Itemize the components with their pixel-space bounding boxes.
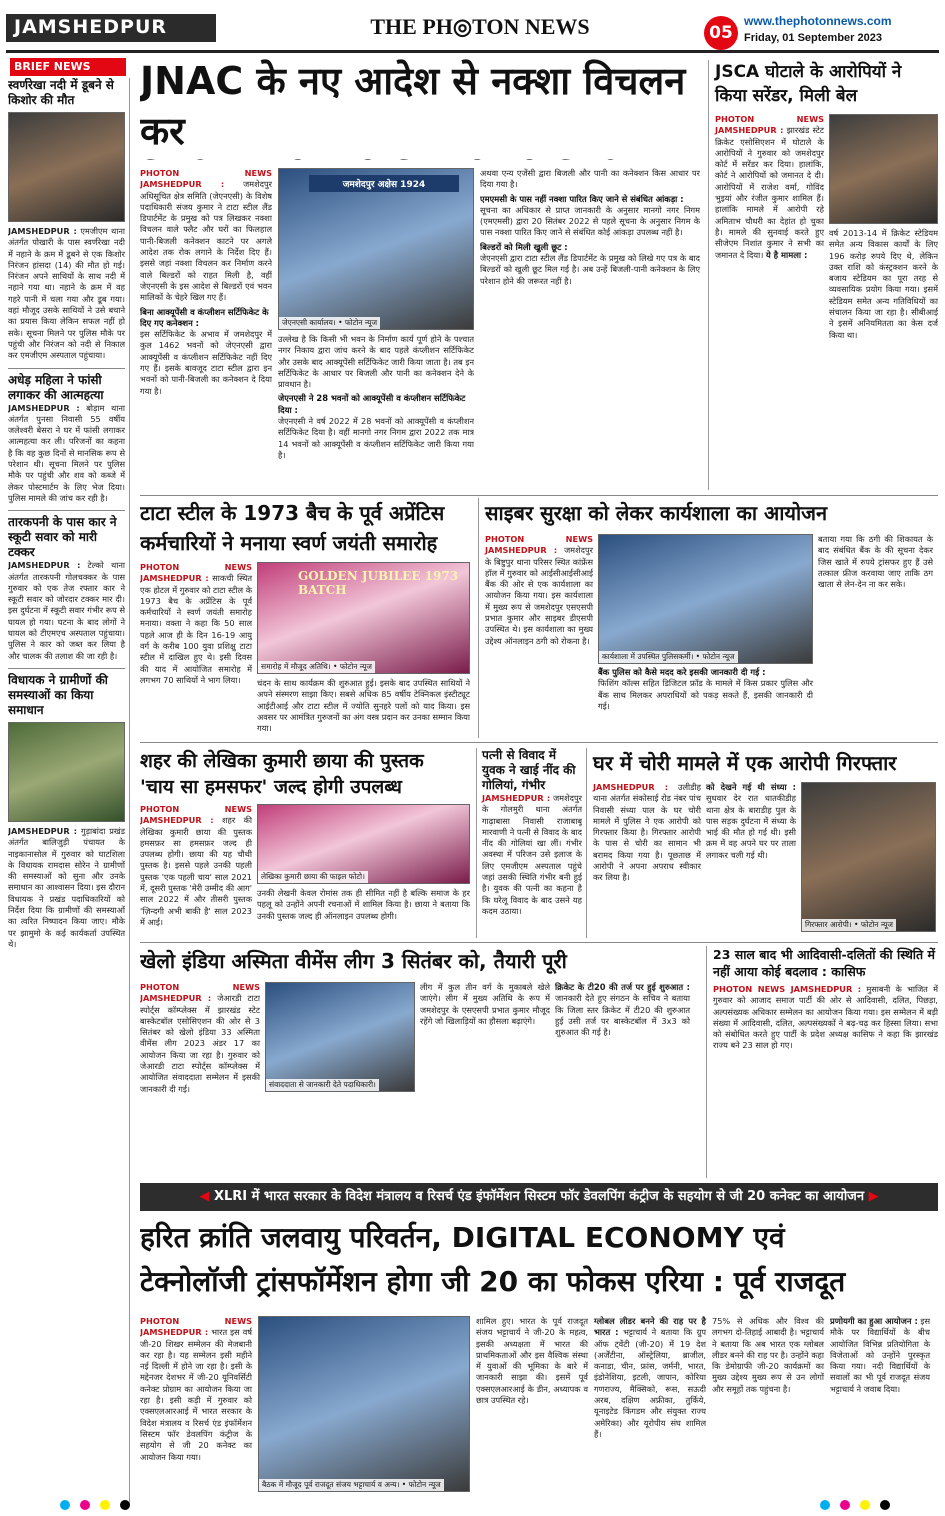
- registration-dot: [820, 1500, 830, 1510]
- g20-headline: हरित क्रांति जलवायु परिवर्तन, DIGITAL ECONOMY एवं टेक्नोलॉजी ट्रांसफॉर्मेशन होगा जी 20 का फोकस एरिया : पूर्व राजदूत: [140, 1221, 846, 1298]
- jsca-story: JSCA घोटाले के आरोपियों ने किया सरेंडर, मिली बेल PHOTON NEWS JAMSHEDPUR : झारखंड स्टेट क्रिकेट एसोसिएशन में घोटाले के आरोपियों ने गुरुवार को जमशेदपुर कोर्ट में सरेंडर कर दिया। हालांकि, कोर्ट ने आरोपियों को जमानत दे दी। आरोपियों में राजेश वर्मा, गोविंद भुइयां और रंजीत कुमार शामिल हैं। हालांकि मामले में आरोपी रहे अमिताभ चौधरी का देहांत हो चुका है। मामले की सुनवाई करते हुए सीजेएम निशांत कुमार ने सभी का जमानत दे दिया। ये है मामला : वर्ष 2013-14 में क्रिकेट स्टेडियम समेत अन्य विकास कार्यों के लिए 196 करोड़ रुपये दिए थे, लेकिन उक्त राशि को कंस्ट्रक्शन करने के बजाय स्टेडियम का पूरा तरह से व्यवसायिक प्रयोग किया गया। इसमें स्टेडियम समेत अन्य गतिविधियों का संचालन किया जा रहा है। सीबीआई ने इसमें अनियमितता का केस दर्ज किया था।: [708, 60, 938, 490]
- cyber-workshop-story: साइबर सुरक्षा को लेकर कार्यशाला का आयोजन PHOTON NEWS JAMSHEDPUR : जमशेदपुर के बिष्टुपुर थाना परिसर स्थित कांफ्रेंस हॉल में गुरुवार को आईसीआईसीआई बैंक की ओर से एक कार्यशाला का आयोजन किया गया। इस कार्यशाला में मुख्य रूप से जमशेदपुर एसएसपी प्रभात कुमार और साइबर डीएसपी उपस्थित थे। इस कार्यशाला का मुख्य उद्देश्य ऑनलाइन ठगी को रोकना है। कार्यशाला में उपस्थित पुलिसकर्मी। • फोटोन न्यूज बैंक पुलिस को कैसे मदद करे इसकी जानकारी दी गई : फिशिंग कॉल्स सहित डिजिटल फ्रॉड के मामले में किस प्रकार पुलिस और बैंक साथ मिलकर अपराधियों को पकड़ सकते हैं, इसकी जानकारी दी गई। बताया गया कि ठगी की शिकायत के बाद संबंधित बैंक के की सूचना देकर जिस खाते में रुपये ट्रांसफर हुए हैं उसे तत्काल फ्रीज करवाया जाए ताकि ठग खाता से लेन-देन ना कर सके।: [478, 498, 938, 738]
- jsca-headline: JSCA घोटाले के आरोपियों ने किया सरेंडर, मिली बेल: [715, 62, 902, 106]
- brief-headline: तारकपनी के पास कार ने स्कूटी सवार को मारी टक्कर: [8, 515, 117, 560]
- brief-headline: स्वर्णरेखा नदी में डूबने से किशोर की मौत: [8, 78, 114, 107]
- arrow-icon: ◀: [199, 1189, 214, 1204]
- author-book-story: शहर की लेखिका कुमारी छाया की पुस्तक 'चाय सा हमसफर' जल्द होगी उपलब्ध PHOTON NEWS JAMSHEDPUR : शहर की लेखिका कुमारी छाया की पुस्तक हमसफ़र सा हमसफ़र जल्द ही उपलब्ध होगी। छाया की यह चौथी पुस्तक है। इससे पहले उनकी पहली पुस्तक 'एक पहली चाय' साल 2021 में, दूसरी पुस्तक 'मेरी उम्मीद की आग' साल 2022 में और तीसरी पुस्तक 'ज़िन्दगी अभी बाकी है' साल 2023 में आई। लेखिका कुमारी छाया की फाइल फोटो। उनकी लेखनी केवल रोमांस तक ही सीमित नहीं है बल्कि समाज के हर पहलू को उन्होंने अपनी रचनाओं में शामिल किया है। छाया ने बताया कि उनकी पुस्तक जल्द ही ऑनलाइन उपलब्ध होगी।: [140, 750, 470, 927]
- brief-text: JAMSHEDPUR : एमजीएम थाना अंतर्गत पोखारी के पास स्वर्णरेखा नदी में नहाने के क्रम में डूबने से एक किशोर निरंजन हांसदा (14) की मौत हो गई। निरंजन अपने साथियों के साथ नदी में नहाने गया था। नहाने के क्रम में वह गहरे पानी में चला गया और डूब गया। वहां मौजूद उसके साथियों ने उसे बचाने का प्रयास किया लेकिन सफल नहीं हो सके। सूचना मिलने पर पुलिस मौके पर पहुंची और निरंजन को नदी से निकाल कर एमजीएम अस्पताल पहुंचाया।: [8, 226, 125, 361]
- website-url[interactable]: www.thephotonnews.com: [744, 14, 892, 28]
- registration-dot: [860, 1500, 870, 1510]
- registration-dot: [60, 1500, 70, 1510]
- g20-event-banner: ◀ XLRI में भारत सरकार के विदेश मंत्रालय व रिसर्च एंड इंफॉर्मेशन सिस्टम फॉर डेवलपिंग कंट्रीज के सहयोग से जी 20 कनेक्ट का आयोजन ▶: [140, 1183, 938, 1211]
- issue-date: Friday, 01 September 2023: [744, 32, 882, 44]
- registration-dot: [880, 1500, 890, 1510]
- page-number-badge: 05: [704, 16, 738, 50]
- city-label: JAMSHEDPUR: [6, 14, 216, 42]
- golden-jubilee-story: टाटा स्टील के 1973 बैच के पूर्व अप्रेंटिस कर्मचारियों ने मनाया स्वर्ण जयंती समारोह PHOTON NEWS JAMSHEDPUR : साकची स्थित एक होटल में गुरुवार को टाटा स्टील के 1973 बैच के अप्रेंटिस के पूर्व कर्मचारियों ने स्वर्ण जयंती समारोह मनाया। वक्ता ने कहा कि 50 साल पहले आज ही के दिन 16-19 आयु वर्ग के करीब 100 युवा प्रशिक्षु टाटा स्टील में दाखिल हुए थे। इसी दिवस की याद में आयोजित समारोह में लगभग 70 साथियों ने भाग लिया। GOLDEN JUBILEE 1973 BATCH समारोह में मौजूद अतिथि। • फोटोन न्यूज चंदन के साथ कार्यक्रम की शुरुआत हुई। इसके बाद उपस्थित साथियों ने अपने संस्मरण साझा किए। सबसे अधिक 85 वर्षीय टेक्निकल इंस्टीट्यूट आईटीआई और टाटा स्टील में ज्योति सुनहरे पलों को याद किया। इस अवसर पर आमंत्रित गुरुजनों का अंग वस्त्र प्रदान कर उनका सम्मान किया गया।: [140, 501, 470, 734]
- gavel-photo: [829, 114, 938, 224]
- khelo-india-story: खेलो इंडिया अस्मिता वीमेंस लीग 3 सितंबर को, तैयारी पूरी PHOTON NEWS JAMSHEDPUR : जेआरडी टाटा स्पोर्ट्स कॉम्प्लेक्स में झारखंड स्टेट बास्केटबॉल एसोसिएशन की ओर से 3 सितंबर को खेलो इंडिया 33 अस्मिता वीमेंस लीग 2023 अंडर 17 का आयोजन किया जा रहा है। गुरुवार को जेआरडी टाटा स्पोर्ट्स कॉम्प्लेक्स में आयोजित संवाददाता सम्मेलन में इसकी जानकारी दी गई। संवाददाता से जानकारी देते पदाधिकारी। लीग में कुल तीन वर्ग के मुकाबले खेले जाएंगे। लीग में मुख्य अतिथि के रूप में जमशेदपुर के एसएसपी प्रभात कुमार मौजूद रहेंगे जो खिलाड़ियों का हौसला बढ़ाएंगे। क्रिकेट के टी20 की तर्ज पर हुई शुरुआत : जानकारी देते हुए संगठन के सचिव ने बताया कि जिला स्तर क्रिकेट में टी20 की शुरुआत हुई उसी तर्ज पर बास्केटबॉल में 3x3 को शुरुआत की गई है।: [140, 949, 690, 1094]
- newspaper-logo: THE PH◎TON NEWS: [370, 14, 590, 39]
- lead-col-1: PHOTON NEWS JAMSHEDPUR : जमशेदपुर अधिसूचित क्षेत्र समिति (जेएनएसी) के विशेष पदाधिकारी संजय कुमार ने टाटा स्टील लैंड डिपार्टमेंट के प्रमुख को पत्र लिखकर नक्शा विचलन वाले फ्लैट और घरों का फिलहाल पानी-बिजली कनेक्शन काटने पर अगले आदेश तक रोक लगाने के निर्देश दिए हैं। इससे जहां नक्शा विचलन कर निर्माण करने वाले बिल्डरों को राहत मिली है, वहीं जेएनएसी के इस आदेश से बिल्डरों एवं भवन मालिकों के चेहरे खिल गए हैं। बिना आक्यूपेंसी व कंप्लीशन सर्टिफिकेट के दिए गए कनेक्शन : इस सर्टिफिकेट के अभाव में जमशेदपुर में कुल 1462 भवनों को जेएनएसी द्वारा आक्यूपेंसी व कंप्लीशन सर्टिफिकेट नहीं दिए गए हैं। इसके बावजूद टाटा स्टील द्वारा इन भवनों को पानी-बिजली का कनेक्शन दे दिया गया है।: [140, 168, 272, 396]
- lead-col-3: अथवा एन्य एजेंसी द्वारा बिजली और पानी का कनेक्शन किस आधार पर दिया गया है। एमएमसी के पास नहीं नक्शा पारित किए जाने से संबंधित आंकड़ा : सूचना का अधिकार से प्राप्त जानकारी के अनुसार मानगो नगर निगम (एमएमसी) द्वारा 20 सितंबर 2022 से पहले सूचना के अनुसार निगम के पास नक्शा पारित किए जाने से संबंधित कोई आंकड़ा उपलब्ध नहीं है। बिल्डरों को मिली खुली छूट : जेएनएसी द्वारा टाटा स्टील लैंड डिपार्टमेंट के प्रमुख को लिखे गए पत्र के बाद बिल्डरों को खुली छूट मिल गई है। अब उन्हें बिजली-पानी कनेक्शन के लिए परेशान होने की जरूरत नहीं है।: [480, 168, 700, 286]
- tribal-rights-story: 23 साल बाद भी आदिवासी-दलितों की स्थिति में नहीं आया कोई बदलाव : कासिफ PHOTON NEWS JAMSHEDPUR : मुसाबनी के भाजित में गुरुवार को आजाद समाज पार्टी की ओर से आदिवासी, दलित, पिछड़ा, अल्पसंख्यक अधिकार सम्मेलन का आयोजन किया गया। इस सम्मेलन में बड़ी संख्या में आदिवासी, दलित, अल्पसंख्यकों ने बढ़-चढ़ कर हिस्सा लिया। सभा को संबोधित करते हुए पार्टी के प्रदेश अध्यक्ष कासिफ ने कहा कि झारखंड राज्य बने 23 साल हो गए।: [706, 946, 938, 1178]
- brief-text: JAMSHEDPUR : गुड़ाबांदा प्रखंड अंतर्गत बालिजुड़ी पंचायत के नाइकानासोल में गुरुवार को घाटशिला के विधायक रामदास सोरेन ने ग्रामीणों की समस्याओं को सुना और उनके समाधान का आश्वासन दिया। इस दौरान विधायक ने प्रखंड पदाधिकारियों को निर्देश दिया कि ग्रामीणों की समस्याओं का त्वरित निष्पादन किया जाए। मौके पर झामुमो के कई कार्यकर्ता उपस्थित थे।: [8, 825, 126, 949]
- brief-text: JAMSHEDPUR : टेल्को थाना अंतर्गत तारकपनी गोलचक्कर के पास गुरुवार को एक तेज रफ्तार कार ने स्कूटी सवार को जोरदार टक्कर मार दी। इस दुर्घटना में स्कूटी सवार गंभीर रूप से घायल हो गया। घटना के बाद लोगों ने घायल को टीएमएच अस्पताल पहुंचाया। पुलिस ने कार को जब्त कर लिया है और चालक की तलाश की जा रही है।: [8, 560, 125, 661]
- lead-col-2: उल्लेख है कि किसी भी भवन के निर्माण कार्य पूर्ण होने के पश्चात नगर निकाय द्वारा जांच करने के बाद पहले कंप्लीशन सर्टिफिकेट और उसके बाद आक्यूपेंसी सर्टिफिकेट जारी किया जाता है। तब इन सर्टिफिकेट के आधार पर बिजली और पानी का कनेक्शन देने के प्रावधान है। जेएनएसी ने 28 भवनों को आक्यूपेंसी व कंप्लीशन सर्टिफिकेट दिया : जेएनएसी ने वर्ष 2022 में 28 भवनों को आक्यूपेंसी व कंप्लीशन सर्टिफिकेट दिया है। वहीं मानगो नगर निगम द्वारा 2022 तक मात्र 14 भवनों को आक्यूपेंसी व कंप्लीशन सर्टिफिकेट जारी किया गया है।: [278, 334, 474, 460]
- brief-photo-boy: [8, 112, 125, 222]
- arrow-icon: ▶: [864, 1189, 879, 1204]
- registration-dot: [100, 1500, 110, 1510]
- brief-news-tag: BRIEF NEWS: [10, 58, 126, 76]
- brief-text: JAMSHEDPUR : बोड़ाम थाना अंतर्गत पुनसा निवासी 55 वर्षीय जलेश्वरी बेसरा ने घर में फांसी लगाकर आत्महत्या कर ली। परिजनों का कहना है कि वह कुछ दिनों से मानसिक रूप से परेशान थी। सूचना मिलने पर पुलिस मौके पर पहुंची और शव को कब्जे में लेकर पोस्टमार्टम के लिए भेज दिया। पुलिस मामले की जांच कर रही है।: [8, 402, 126, 503]
- sleeping-pills-story: पत्नी से विवाद में युवक ने खाई नींद की गोलियां, गंभीर JAMSHEDPUR : जमशेदपुर के गोलमुरी थाना अंतर्गत गाढ़ाबासा निवासी राजाबाबू मारवाणी ने पत्नी से विवाद के बाद नींद की गोलियां खा लीं। गंभीर अवस्था में परिजन उसे इलाज के लिए एमजीएम अस्पताल पहुंचे जहां उसकी स्थिति गंभीर बनी हुई है। युवक की पत्नी का कहना है कि घरेलू विवाद के बाद उसने यह कदम उठाया।: [476, 748, 582, 938]
- masthead-rule: [6, 50, 939, 53]
- author-photo: लेखिका कुमारी छाया की फाइल फोटो।: [257, 804, 470, 884]
- khelo-press-photo: संवाददाता से जानकारी देते पदाधिकारी।: [265, 982, 415, 1092]
- lead-headline: JNAC के नए आदेश से नक्शा विचलन कर: [140, 59, 686, 153]
- brief-photo-meeting: [8, 722, 125, 822]
- registration-dot: [120, 1500, 130, 1510]
- golden-jubilee-photo: GOLDEN JUBILEE 1973 BATCH समारोह में मौजूद अतिथि। • फोटोन न्यूज: [257, 562, 470, 674]
- arrested-accused-photo: गिरफ्तार आरोपी। • फोटोन न्यूज: [801, 782, 936, 932]
- theft-arrest-story: घर में चोरी मामले में एक आरोपी गिरफ्तार JAMSHEDPUR : उलीडीह थाना अंतर्गत संकोसाई रोड नंबर पांच निवासी संध्या पाल के घर चोरी मामले में पुलिस ने एक आरोपी को गिरफ्तार किया है। गिरफ्तार आरोपी के पास से चोरी का सामान भी बरामद किया गया है। पूछताछ में आरोपी ने अपना अपराध स्वीकार कर लिया है। को देखने गई थी संध्या : सुधवार देर रात धातकीडीह थाना क्षेत्र के बाराडीह पुल के पास सड़क दुर्घटना में संध्या के भाई की मौत हो गई थी। इसी क्रम में वह अपने घर पर ताला लगाकर चली गई थी। गिरफ्तार आरोपी। • फोटोन न्यूज: [586, 748, 938, 938]
- registration-dot: [840, 1500, 850, 1510]
- g20-meeting-photo: बैठक में मौजूद पूर्व राजदूत संजय भट्टाचार्य व अन्य। • फोटोन न्यूज: [258, 1316, 470, 1492]
- registration-dot: [80, 1500, 90, 1510]
- brief-headline: विधायक ने ग्रामीणों की समस्याओं का किया समाधान: [8, 672, 108, 717]
- brief-headline: अधेड़ महिला ने फांसी लगाकर की आत्महत्या: [8, 372, 104, 402]
- g20-body: PHOTON NEWS JAMSHEDPUR : भारत इस वर्ष जी-20 शिखर सम्मेलन की मेजबानी कर रहा है। यह सम्मेलन इसी महीने नई दिल्ली में होने जा रहा है। इसी के मद्देनजर देशभर में जी-20 यूनिवर्सिटी कनेक्ट प्रोग्राम का आयोजन किया जा रहा है। इसी कड़ी में गुरुवार को एक्सएलआरआई में भारत सरकार के विदेश मंत्रालय व रिसर्च एंड इंफॉर्मेशन सिस्टम फॉर डेवलपिंग कंट्रीज के सहयोग से जी 20 कनेक्ट का आयोजन किया गया। बैठक में मौजूद पूर्व राजदूत संजय भट्टाचार्य व अन्य। • फोटोन न्यूज शामिल हुए। भारत के पूर्व राजदूत संजय भट्टाचार्य ने जी-20 के महत्व, इसकी अध्यक्षता में भारत की प्राथमिकताओं और इस वैश्विक संस्था में युवाओं की भूमिका के बारे में जानकारी साझा की। इसमें पूर्व एक्सएलआरआई के डीन, अध्यापक व छात्र उपस्थित रहे। ग्लोबल लीडर बनने की राह पर है भारत : भट्टाचार्य ने बताया कि ग्रुप ऑफ ट्वेंटी (जी-20) में 19 देश (अर्जेंटीना, ऑस्ट्रेलिया, ब्राजील, कनाडा, चीन, फ्रांस, जर्मनी, भारत, इंडोनेशिया, इटली, जापान, कोरिया गणराज्य, मैक्सिको, रूस, सऊदी अरब, दक्षिण अफ्रीका, तुर्किये, यूनाइटेड किंगडम और संयुक्त राज्य अमेरिका) और यूरोपीय संघ शामिल हैं। 75% से अधिक और विश्व की लगभग दो-तिहाई आबादी है। भट्टाचार्य ने बताया कि अब भारत एक ग्लोबल लीडर बनने की राह पर है। उन्होंने कहा कि डेमोग्राफी जी-20 कार्यक्रमों का मुख्य उद्देश्य मुख्य रूप से उन लोगों और समूहों तक पहुंचना है। प्रणोयगी का हुआ आयोजन : इस मौके पर विद्यार्थियों के बीच आयोजित विभिन्न प्रतियोगिता के विजेताओं को उन्होंने पुरस्कृत किया गया। नदी विद्यार्थियों के सवालों का भी पूर्व राजदूत संजय भट्टाचार्य ने जवाब दिया।: [140, 1316, 938, 1496]
- cyber-workshop-photo: कार्यशाला में उपस्थित पुलिसकर्मी। • फोटोन न्यूज: [598, 534, 813, 664]
- brief-news-column: [8, 78, 130, 1506]
- lead-photo-jnac-office: जमशेदपुर अक्षेस 1924 जेएनएसी कार्यालय। • फोटोन न्यूज: [278, 168, 474, 330]
